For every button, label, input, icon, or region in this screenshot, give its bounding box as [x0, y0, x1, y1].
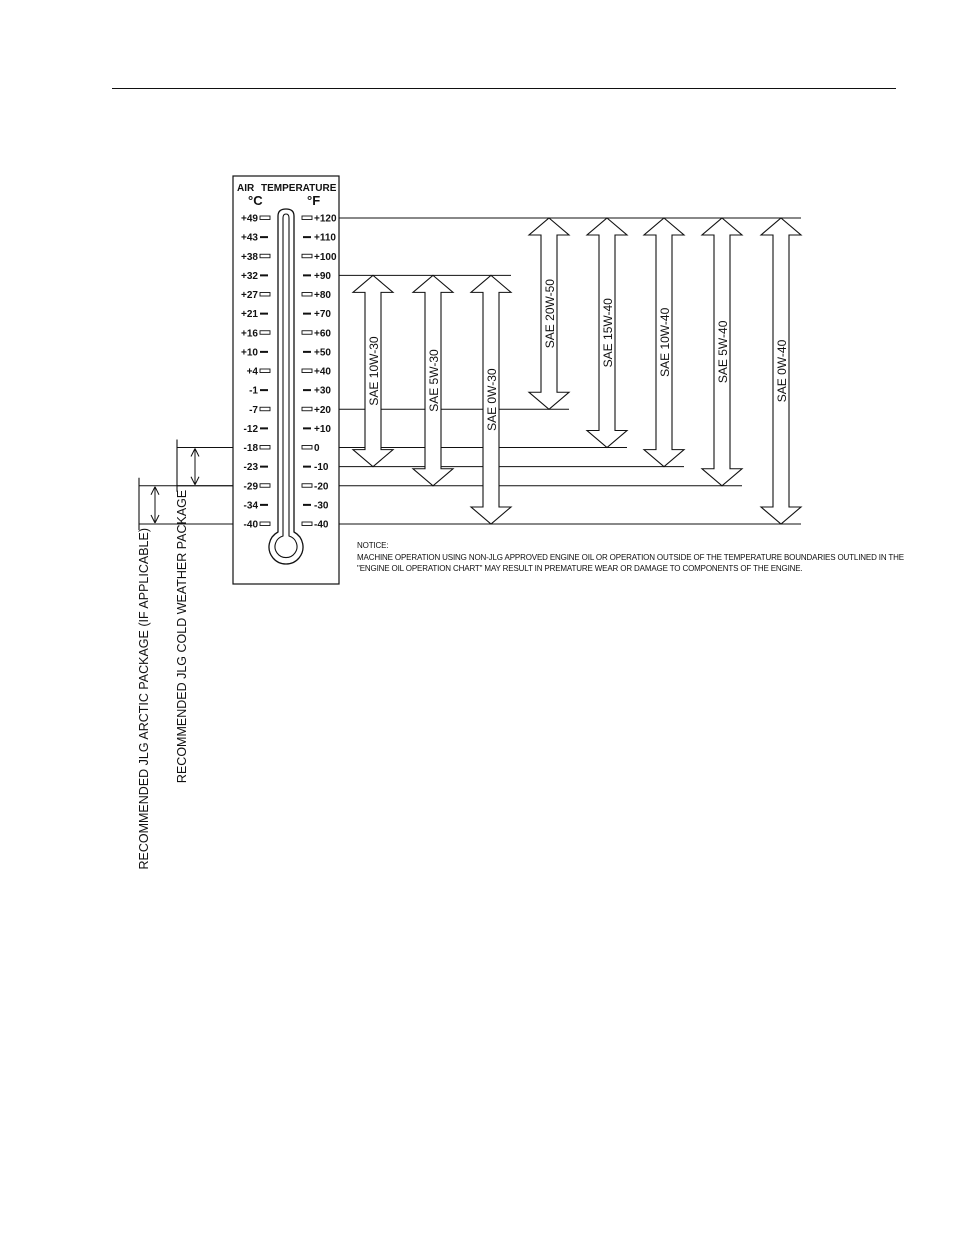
fahrenheit-tick-mark: [302, 216, 312, 220]
celsius-tick-mark: [260, 522, 270, 526]
oil-grade-label: SAE 20W-50: [543, 279, 557, 349]
fahrenheit-tick-label: +20: [314, 404, 331, 416]
fahrenheit-tick-label: +10: [314, 423, 331, 435]
notice-line-1: MACHINE OPERATION USING NON-JLG APPROVED ENGINE OIL OR OPERATION OUTSIDE OF THE TEMPERATURE BOUNDARIES OUTLINED IN THE: [357, 552, 904, 562]
fahrenheit-scale: [302, 214, 337, 531]
fahrenheit-tick-label: +100: [314, 251, 337, 263]
notice-line-2: "ENGINE OIL OPERATION CHART" MAY RESULT IN PREMATURE WEAR OR DAMAGE TO COMPONENTS OF THE ENGINE.: [357, 564, 803, 573]
fahrenheit-tick-mark: [302, 254, 312, 258]
fahrenheit-tick-label: -10: [314, 462, 329, 474]
notice-title: NOTICE:: [357, 541, 389, 550]
celsius-tick-label: -18: [243, 443, 258, 454]
fahrenheit-tick-label: -20: [314, 481, 329, 493]
arctic-package-arrow: [151, 487, 159, 523]
notice: [357, 540, 904, 575]
fahrenheit-tick-label: +110: [314, 232, 336, 244]
oil-grade-label: SAE 5W-40: [716, 320, 730, 384]
fahrenheit-tick-mark: [302, 407, 312, 411]
celsius-tick-label: -29: [243, 481, 258, 493]
fahrenheit-tick-label: -40: [314, 519, 329, 531]
oil-grade-label: SAE 5W-30: [427, 349, 441, 412]
arctic-package-label: RECOMMENDED JLG ARCTIC PACKAGE (IF APPLICABLE): [137, 528, 151, 870]
fahrenheit-tick-label: +90: [314, 270, 331, 282]
fahrenheit-tick-label: +40: [314, 366, 331, 378]
celsius-tick-mark: [260, 216, 270, 220]
fahrenheit-tick-label: +80: [314, 290, 331, 301]
oil-grade-label: SAE 10W-40: [658, 307, 672, 377]
fahrenheit-tick-mark: [302, 484, 312, 488]
celsius-tick-label: +49: [241, 213, 258, 225]
fahrenheit-unit: °F: [307, 193, 321, 208]
celsius-tick-label: -1: [249, 385, 258, 397]
celsius-tick-label: +16: [241, 328, 258, 340]
fahrenheit-tick-mark: [302, 293, 312, 297]
celsius-tick-label: -40: [243, 519, 258, 531]
celsius-tick-label: -12: [243, 423, 258, 435]
fahrenheit-tick-label: 0: [314, 443, 320, 454]
thermometer-tube: [269, 209, 303, 564]
celsius-tick-mark: [260, 254, 270, 258]
celsius-tick-mark: [260, 293, 270, 297]
celsius-tick-label: +32: [241, 270, 258, 282]
celsius-tick-label: +27: [241, 290, 258, 301]
fahrenheit-tick-label: +50: [314, 347, 331, 359]
package-brackets: [137, 440, 233, 870]
celsius-tick-label: -34: [243, 500, 258, 512]
oil-grade-label: SAE 15W-40: [601, 298, 615, 368]
fahrenheit-tick-mark: [302, 446, 312, 450]
fahrenheit-tick-mark: [302, 522, 312, 526]
celsius-tick-label: +38: [241, 251, 258, 263]
celsius-tick-mark: [260, 484, 270, 488]
celsius-tick-label: +10: [241, 347, 258, 359]
fahrenheit-tick-mark: [302, 369, 312, 373]
cold-weather-package-label: RECOMMENDED JLG COLD WEATHER PACKAGE: [175, 489, 189, 784]
fahrenheit-tick-mark: [302, 331, 312, 335]
celsius-tick-mark: [260, 446, 270, 450]
cold-weather-package-arrow: [191, 449, 199, 485]
celsius-tick-label: -23: [243, 462, 258, 474]
oil-grade-label: SAE 0W-30: [485, 368, 499, 431]
fahrenheit-tick-label: +70: [314, 309, 331, 321]
celsius-tick-mark: [260, 331, 270, 335]
fahrenheit-tick-label: +30: [314, 385, 331, 397]
temperature-label: TEMPERATURE: [261, 183, 337, 194]
celsius-tick-mark: [260, 407, 270, 411]
air-label: AIR: [237, 183, 255, 194]
celsius-tick-label: +4: [246, 366, 258, 378]
oil-grade-label: SAE 0W-40: [775, 339, 789, 403]
celsius-tick-label: +43: [241, 232, 258, 244]
oil-grade-label: SAE 10W-30: [367, 336, 381, 406]
celsius-tick-label: -7: [249, 404, 258, 416]
fahrenheit-tick-label: +60: [314, 328, 331, 340]
oil-ranges: [339, 218, 801, 524]
celsius-scale: [241, 214, 270, 531]
celsius-tick-label: +21: [241, 309, 258, 321]
fahrenheit-tick-label: +120: [314, 213, 337, 225]
fahrenheit-tick-label: -30: [314, 500, 329, 512]
celsius-unit: °C: [248, 193, 263, 208]
celsius-tick-mark: [260, 369, 270, 373]
